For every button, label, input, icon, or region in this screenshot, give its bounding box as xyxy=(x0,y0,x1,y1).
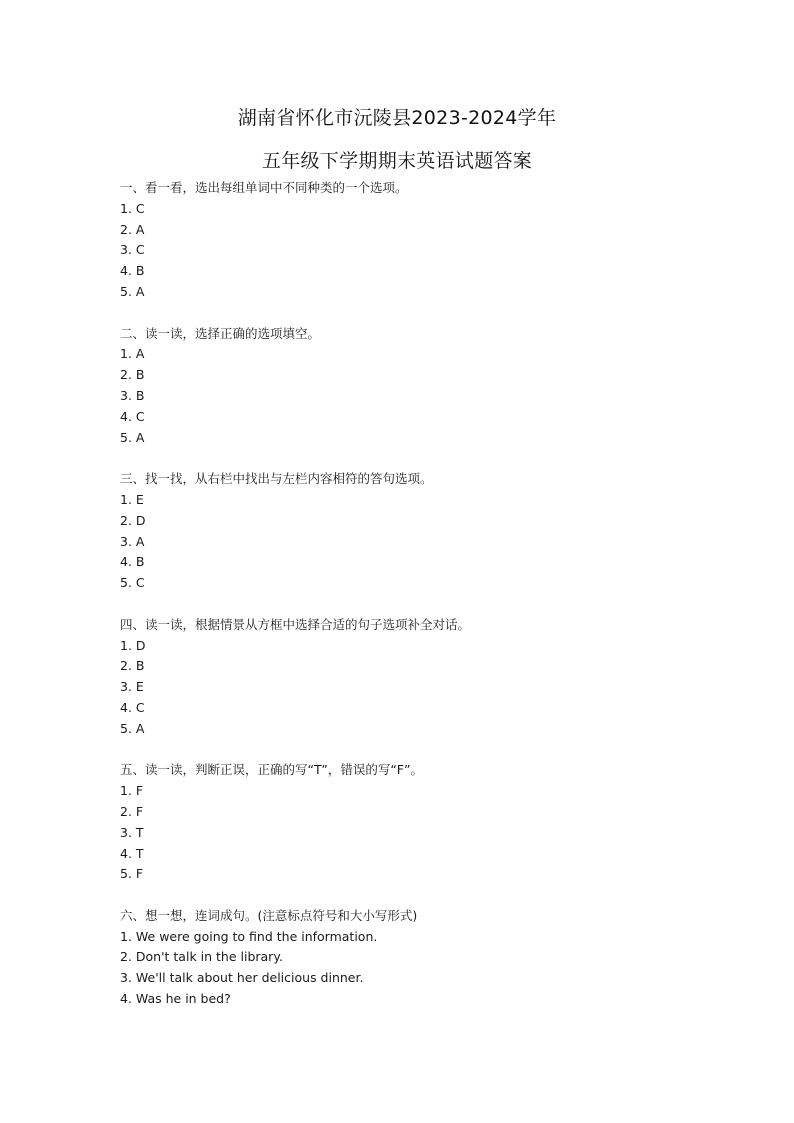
answer-item: 2. B xyxy=(120,367,145,383)
answer-item: 5. A xyxy=(120,720,145,736)
answer-item: 5. A xyxy=(120,429,145,445)
answer-item: 4. C xyxy=(120,408,145,424)
answer-item: 5. A xyxy=(120,283,145,299)
section-2 xyxy=(120,324,740,449)
section-5 xyxy=(120,760,740,885)
answer-content xyxy=(120,178,740,1010)
section-heading: 一、看一看，选出每组单词中不同种类的一个选项。 xyxy=(120,180,408,195)
section-heading: 六、想一想，连词成句。(注意标点符号和大小写形式) xyxy=(120,907,418,923)
document-title-line2: 五年级下学期期末英语试题答案 xyxy=(261,150,533,172)
answer-item: 2. B xyxy=(120,658,145,674)
answer-item: 3. T xyxy=(120,824,144,840)
answer-item: 3. E xyxy=(120,679,144,695)
section-heading: 三、找一找，从右栏中找出与左栏内容相符的答句选项。 xyxy=(120,471,433,487)
section-heading: 四、读一读，根据情景从方框中选择合适的句子选项补全对话。 xyxy=(120,616,471,632)
answer-item: 4. C xyxy=(120,699,145,715)
answer-item: 2. Don't talk in the library. xyxy=(120,949,283,965)
answer-item: 4. B xyxy=(120,554,145,570)
answer-item: 2. F xyxy=(120,803,144,819)
answer-item: 1. We were going to find the information. xyxy=(120,928,378,944)
answer-item: 5. F xyxy=(120,866,144,882)
answer-item: 1. D xyxy=(120,637,146,653)
section-3 xyxy=(120,469,740,594)
document-title-line1: 湖南省怀化市沅陵县2023-2024学年 xyxy=(237,107,557,129)
answer-item: 3. B xyxy=(120,387,145,403)
answer-item: 2. D xyxy=(120,512,146,528)
section-heading: 二、读一读，选择正确的选项填空。 xyxy=(120,325,321,341)
answer-item: 1. A xyxy=(120,346,145,362)
answer-item: 4. B xyxy=(120,263,145,279)
answer-item: 1. F xyxy=(120,783,144,799)
answer-item: 3. A xyxy=(120,533,145,549)
section-6 xyxy=(120,906,740,1010)
answer-item: 4. T xyxy=(120,845,144,861)
section-1 xyxy=(120,178,740,303)
answer-item: 3. C xyxy=(120,242,145,258)
answer-item: 3. We'll talk about her delicious dinner. xyxy=(120,970,364,986)
section-heading: 五、读一读，判断正误，正确的写“T”，错误的写“F”。 xyxy=(120,762,423,778)
section-4 xyxy=(120,615,740,740)
answer-item: 4. Was he in bed? xyxy=(120,991,231,1007)
answer-item: 5. C xyxy=(120,575,145,591)
answer-item: 2. A xyxy=(120,221,145,237)
answer-item: 1. C xyxy=(120,200,145,216)
answer-item: 1. E xyxy=(120,491,144,507)
